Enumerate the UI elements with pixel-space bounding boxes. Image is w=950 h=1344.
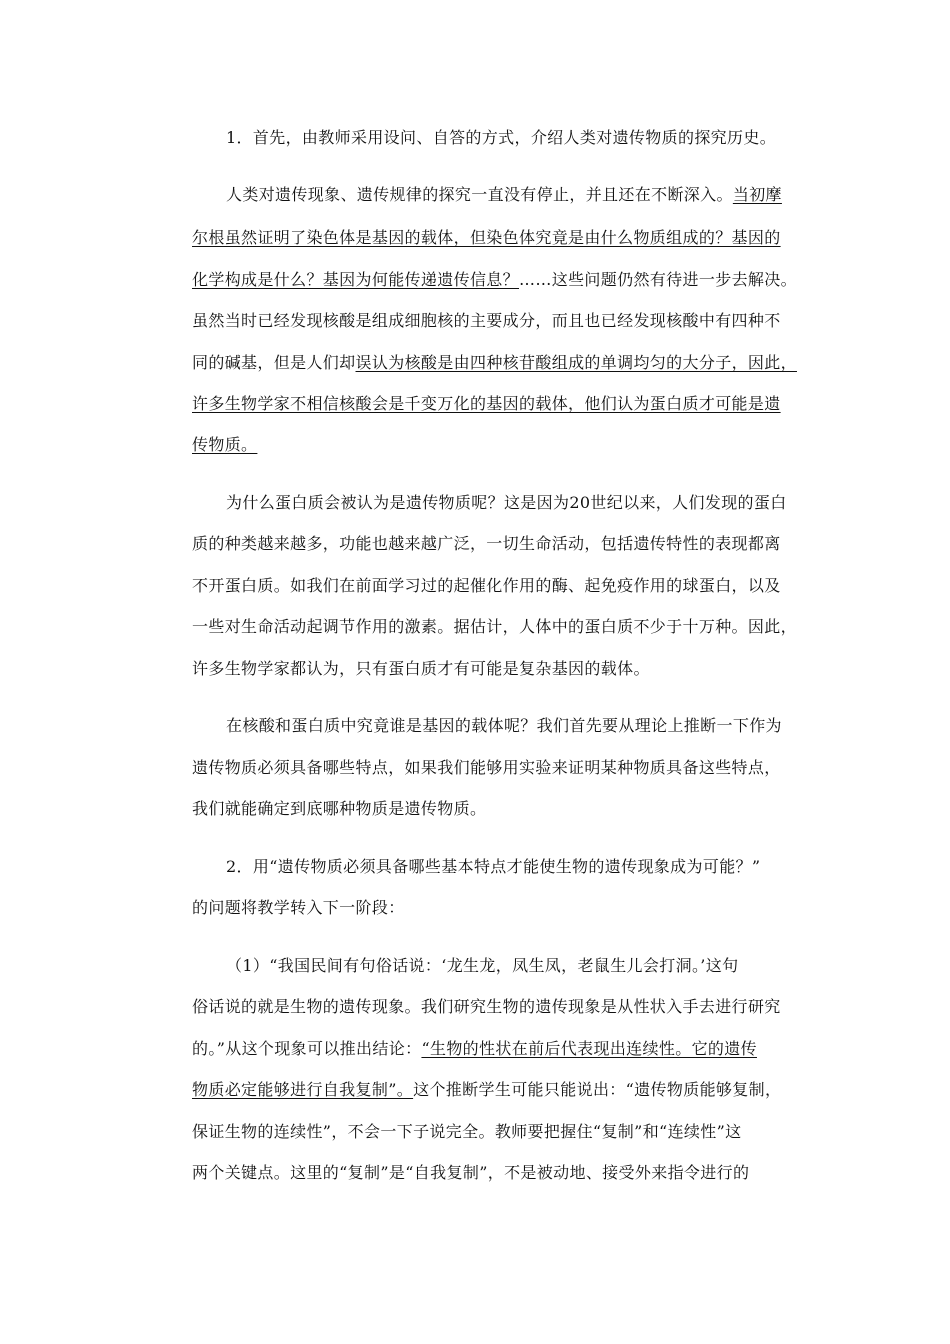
paragraph-3-line-1: 为什么蛋白质会被认为是遗传物质呢？这是因为20世纪以来，人们发现的蛋白 [226, 493, 787, 512]
paragraph-2-line-4: 虽然当时已经发现核酸是组成细胞核的主要成分，而且也已经发现核酸中有四种不 [192, 311, 781, 330]
paragraph-6-line-5: 保证生物的连续性”，不会一下子说完全。教师要把握住“复制”和“连续性”这 [192, 1122, 742, 1141]
text-run: 人类对遗传现象、遗传规律的探究一直没有停止，并且还在不断深入。 [226, 185, 733, 204]
paragraph-3-line-5: 许多生物学家都认为，只有蛋白质才有可能是复杂基因的载体。 [192, 659, 650, 678]
text-run: 同的碱基，但是人们却 [192, 353, 356, 372]
paragraph-4-line-1: 在核酸和蛋白质中究竟谁是基因的载体呢？我们首先要从理论上推断一下作为 [226, 716, 782, 735]
paragraph-5-line-1: 2．用“遗传物质必须具备哪些基本特点才能使生物的遗传现象成为可能？” [226, 857, 761, 876]
paragraph-2-line-7 [192, 434, 832, 456]
paragraph-6-line-3 [192, 1038, 832, 1060]
paragraph-4-line-2: 遗传物质必须具备哪些特点，如果我们能够用实验来证明某种物质具备这些特点， [192, 758, 781, 777]
paragraph-3-line-3: 不开蛋白质。如我们在前面学习过的起催化作用的酶、起免疫作用的球蛋白，以及 [192, 576, 781, 595]
paragraph-2-line-1 [226, 184, 866, 206]
underlined-text: 物质必定能够进行自我复制”。 [192, 1080, 414, 1099]
paragraph-3-line-2: 质的种类越来越多，功能也越来越广泛，一切生命活动，包括遗传特性的表现都离 [192, 534, 781, 553]
paragraph-6-line-6: 两个关键点。这里的“复制”是“自我复制”，不是被动地、接受外来指令进行的 [192, 1163, 750, 1182]
paragraph-2-line-2 [192, 227, 832, 249]
paragraph-6-line-4 [192, 1079, 832, 1101]
paragraph-6-line-1: （1）“我国民间有句俗话说：‘龙生龙，凤生凤，老鼠生儿会打洞。’这句 [226, 956, 739, 975]
underlined-text: 许多生物学家不相信核酸会是千变万化的基因的载体，他们认为蛋白质才可能是遗 [192, 394, 781, 413]
paragraph-1-line: 1．首先，由教师采用设问、自答的方式，介绍人类对遗传物质的探究历史。 [226, 128, 777, 147]
paragraph-4-line-3: 我们就能确定到底哪种物质是遗传物质。 [192, 799, 487, 818]
paragraph-2-line-5 [192, 352, 832, 374]
paragraph-2-line-3 [192, 269, 832, 291]
underlined-text: 误认为核酸是由四种核苷酸组成的单调均匀的大分子，因此， [355, 353, 797, 372]
paragraph-6-line-2: 俗话说的就是生物的遗传现象。我们研究生物的遗传现象是从性状入手去进行研究 [192, 997, 781, 1016]
text-run: ……这些问题仍然有待进一步去解决。 [519, 270, 797, 289]
underlined-text: “生物的性状在前后代表现出连续性。它的遗传 [421, 1039, 757, 1058]
underlined-text: 尔根虽然证明了染色体是基因的载体，但染色体究竟是由什么物质组成的？基因的 [192, 228, 781, 247]
text-run: 这个推断学生可能只能说出：“遗传物质能够复制， [413, 1080, 782, 1099]
paragraph-2-line-6 [192, 393, 832, 415]
underlined-text: 当初摩 [732, 185, 782, 204]
text-run: 的。”从这个现象可以推出结论： [192, 1039, 422, 1058]
underlined-text: 传物质。 [192, 435, 258, 454]
underlined-text: 化学构成是什么？基因为何能传递遗传信息？ [192, 270, 520, 289]
paragraph-5-line-2: 的问题将教学转入下一阶段： [192, 898, 405, 917]
paragraph-3-line-4: 一些对生命活动起调节作用的激素。据估计，人体中的蛋白质不少于十万种。因此， [192, 617, 797, 636]
